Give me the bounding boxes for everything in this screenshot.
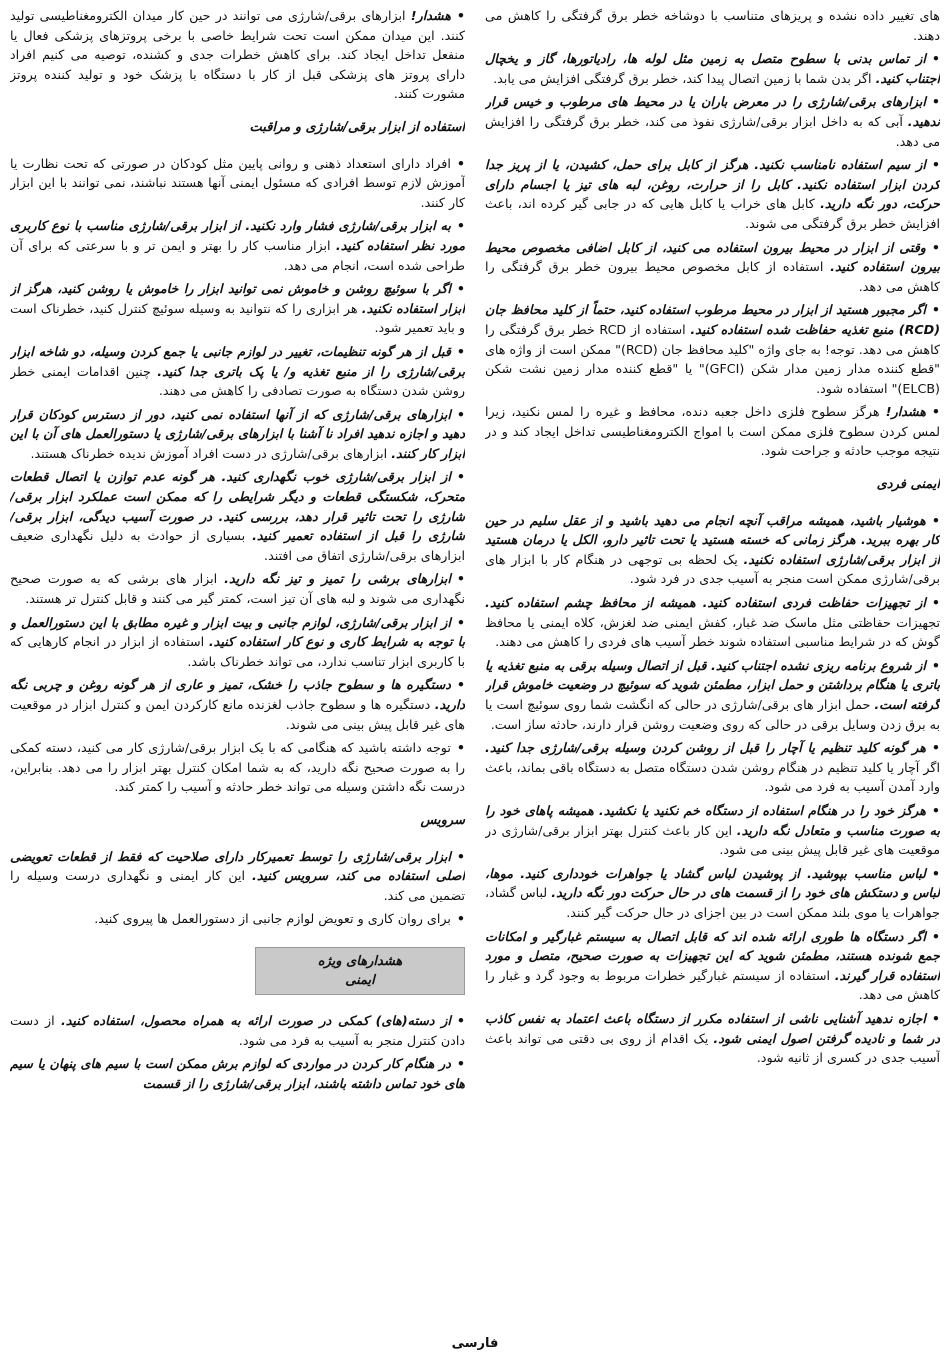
bullet-item: • افراد دارای استعداد ذهنی و روانی پایین مثل کودکان در صورتی که تحت نظارت یا آموزش لازم توسط افرادی که مسئول ایمنی آنها هستند نباشند، نمی توانند با این ابزار کار کنند. <box>10 154 465 213</box>
section-heading-tool-use: استفاده از ابزار برقی/شارژی و مراقبت <box>249 119 465 135</box>
bullet-item: • اگر با سوئیچ روشن و خاموش نمی توانید ابزار را خاموش یا روشن کنید، هرگز از ابزار استفاده نکنید. هر ابزاری را که نتوانید به وسیله سوئیچ کنترل کنید، خطرناک است و باید تعمیر شود. <box>10 279 465 338</box>
bullet-item: • دستگیره ها و سطوح جاذب را خشک، تمیز و عاری از هر گونه روغن و چربی نگه دارید. دستگیره ها و سطوح جاذب لغزنده مانع کارکردن ایمن و کنترل ابزار در موقعیت های غیر قابل پیش بینی می شوند. <box>10 675 465 734</box>
bullet-item: • ابزارهای برقی/شارژی را در معرض باران یا در محیط های مرطوب و خیس قرار ندهید. آبی که به داخل ابزار برقی/شارژی نفوذ می کند، خطر برق گرفتگی را افزایش می دهد. <box>485 92 940 151</box>
page-footer-language: فارسی <box>451 1336 499 1351</box>
special-safety-warnings-box <box>255 947 465 995</box>
box-title-line: ایمنی <box>345 972 375 988</box>
bullet-item: • قبل از هر گونه تنظیمات، تغییر در لوازم جانبی یا جمع کردن وسیله، دو شاخه ابزار برقی/شارژی را از منبع تغذیه و/ یا پک باتری جدا کنید. چنین اقدامات ایمنی خطر روشن شدن دستگاه به صورت تصادفی را کاهش می دهند. <box>10 342 465 401</box>
right-column <box>485 6 940 1326</box>
bullet-item: • ابزارهای برشی را تمیز و تیز نگه دارید. ابزار های برشی که به صورت صحیح نگهداری می شوند و لبه های آن تیز است، کمتر گیر می کنند و قابل کنترل تر هستند. <box>10 569 465 608</box>
bullet-item: • در هنگام کار کردن در مواردی که لوازم برش ممکن است با سیم های پنهان یا سیم های خود تماس داشته باشند، ابزار برقی/شارژی را از قسمت <box>10 1054 465 1093</box>
left-column <box>10 6 465 1326</box>
bullet-item: • اگر دستگاه ها طوری ارائه شده اند که قابل اتصال به سیستم غبارگیر و امکانات جمع شونده هستند، مطمئن شوید که این تجهیزات به صورت صحیح، متصل و مورد استفاده قرار گیرند. استفاده از سیستم غبارگیر خطرات مربوط به وجود گرد و غبار را کاهش می دهد. <box>485 927 940 1005</box>
bullet-item: • به ابزار برقی/شارژی فشار وارد نکنید. از ابزار برقی/شارژی مناسب با نوع کاربری مورد نظر استفاده کنید. ابزار مناسب کار را بهتر و ایمن تر و با سرعتی که برای آن طراحی شده است، انجام می دهد. <box>10 216 465 275</box>
bullet-item: • هرگز خود را در هنگام استفاده از دستگاه خم نکنید یا نکشید. همیشه پاهای خود را به صورت مناسب و متعادل نگه دارید. این کار باعث کنترل بهتر ابزار برقی/شارژی در موقعیت های غیر قابل پیش بینی می شود. <box>485 801 940 860</box>
bullet-item: • از ابزار برقی/شارژی خوب نگهداری کنید. هر گونه عدم توازن یا اتصال قطعات متحرک، شکستگی قطعات و دیگر شرایطی را که ممکن است عملکرد ابزار برقی/شارژی را تحت تاثیر قرار دهد، بررسی کنید. در صورت آسیب دیدگی، ابزار برقی/شارژی را قبل از استفاده تعمیر کنید. بسیاری از حوادث به دلیل نگهداری ضعیف ابزارهای برقی/شارژی اتفاق می افتند. <box>10 467 465 565</box>
bullet-item: • اگر مجبور هستید از ابزار در محیط مرطوب استفاده کنید، حتماً از کلید محافظ جان (RCD) منبع تغذیه حفاظت شده استفاده کنید. استفاده از RCD خطر برق گرفتگی را کاهش می دهد. توجه! به جای واژه "کلید محافظ جان (RCD)" ممکن است از واژه های "قطع کننده مدار زمین مدار شکن (GFCI)" یا "قطع کننده مدار زمین نشت شکن (ELCB)" استفاده شود. <box>485 300 940 398</box>
bullet-item: • اجازه ندهید آشنایی ناشی از استفاده مکرر از دستگاه باعث اعتماد به نفس کاذب در شما و نادیده گرفتن اصول ایمنی شود. یک اقدام از روی بی دقتی می تواند باعث آسیب جدی در کسری از ثانیه شود. <box>485 1009 940 1068</box>
bullet-item: • وقتی از ابزار در محیط بیرون استفاده می کنید، از کابل اضافی مخصوص محیط بیرون استفاده کنید. استفاده از کابل مخصوص محیط بیرون خطر برق گرفتگی را کاهش می دهد. <box>485 238 940 297</box>
bullet-item: • از شروع برنامه ریزی نشده اجتناب کنید. قبل از اتصال وسیله برقی به منبع تغذیه یا باتری یا هنگام برداشتن و حمل ابزار، مطمئن شوید که سوئیچ در وضعیت خاموش قرار گرفته است. حمل ابزار های برقی/شارژی در حالی که انگشت شما روی سوئیچ است یا به برق زدن وسایل برقی در حالی که روی وضعیت روشن قرار دارند، حادثه ساز است. <box>485 656 940 734</box>
bullet-item: • هوشیار باشید، همیشه مراقب آنچه انجام می دهید باشید و از عقل سلیم در حین کار بهره ببرید. هرگز زمانی که خسته هستید یا تحت تاثیر دارو، الکل یا درمان هستید از ابزار برقی/شارژی استفاده نکنید. یک لحظه بی توجهی در هنگام کار با ابزار های برقی/شارژی ممکن است منجر به آسیب جدی در فرد شود. <box>485 511 940 589</box>
bullet-item: • هشدار! هرگز سطوح فلزی داخل جعبه دنده، محافظ و غیره را لمس نکنید، زیرا لمس کردن سطوح فلزی ممکن است با امواج الکترومغناطیسی تداخل ایجاد کند و در نتیجه موجب حادثه و جراحت شود. <box>485 402 940 461</box>
paragraph: های تغییر داده نشده و پریزهای متناسب با دوشاخه خطر برق گرفتگی را کاهش می دهند. <box>485 8 940 43</box>
bullet-item: • از سیم استفاده نامناسب نکنید. هرگز از کابل برای حمل، کشیدن، یا از پریز جدا کردن ابزار استفاده نکنید. کابل را از حرارت، روغن، لبه های تیز یا اجسام دارای حرکت، دور نگه دارید. کابل های خراب یا کابل هایی که در جابی گیر کرده اند، باعث افزایش خطر برق گرفتگی می شوند. <box>485 155 940 233</box>
bullet-item: • لباس مناسب بپوشید. از پوشیدن لباس گشاد یا جواهرات خودداری کنید. موها، لباس و دستکش های خود را از قسمت های در حال حرکت دور نگه دارید. لباس گشاد، جواهرات یا موی بلند ممکن است در بین اجزای در حال حرکت گیر کنند. <box>485 864 940 923</box>
bullet-item: • هر گونه کلید تنظیم یا آچار را قبل از روشن کردن وسیله برقی/شارژی جدا کنید. اگر آچار یا کلید تنظیم در هنگام روشن شدن دستگاه متصل به دستگاه باقی بماند، باعث وارد آمدن آسیب به فرد می شود. <box>485 738 940 797</box>
bullet-item: • توجه داشته باشید که هنگامی که با یک ابزار برقی/شارژی کار می کنید، دسته کمکی را به صورت صحیح نگه دارید، که به شما امکان کنترل بهتر ابزار را می دهد. بنابراین، درست نگه داشتن وسیله می تواند خطر حادثه و آسیب را کمتر کند. <box>10 738 465 797</box>
bullet-item: • از دسته(های) کمکی در صورت ارائه به همراه محصول، استفاده کنید. از دست دادن کنترل منجر به آسیب به فرد می شود. <box>10 1011 465 1050</box>
bullet-item: • ابزار برقی/شارژی را توسط تعمیرکار دارای صلاحیت که فقط از قطعات تعویضی اصلی استفاده می کند، سرویس کنید. این کار ایمنی و نگهداری درست وسیله را تضمین می کند. <box>10 847 465 906</box>
box-title-line: هشدارهای ویژه <box>317 953 403 969</box>
bullet-item: • برای روان کاری و تعویض لوازم جانبی از دستورالعمل ها پیروی کنید. <box>10 909 465 929</box>
bullet-item: • هشدار! ابزارهای برقی/شارژی می توانند در حین کار میدان الکترومغناطیسی تولید کنند. این میدان ممکن است تحت شرایط خاصی با برخی پروتزهای پزشکی فعال یا منفعل تداخل ایجاد کند. برای کاهش خطرات جدی و کشنده، توصیه می کنیم افراد دارای پروتز های پزشکی قبل از کار با دستگاه با پزشک خود و تولید کننده پروتز مشورت کنند. <box>10 6 465 104</box>
section-heading-service: سرویس <box>420 812 465 828</box>
section-heading-personal-safety: ایمنی فردی <box>876 477 940 493</box>
bullet-item: • از ابزار برقی/شارژی، لوازم جانبی و بیت ابزار و غیره مطابق با این دستورالعمل و با توجه به شرایط کاری و نوع کار استفاده کنید. استفاده از ابزار در انجام کارهایی که با کاربری ابزار تناسب ندارد، می تواند خطرناک باشد. <box>10 613 465 672</box>
bullet-item: • از تجهیزات حفاظت فردی استفاده کنید. همیشه از محافظ چشم استفاده کنید. تجهیزات حفاظتی مثل ماسک ضد غبار، کفش ایمنی ضد لغزش، کلاه ایمنی یا محافظ گوش که در شرایط مناسبی استفاده شوند خطر آسیب های فردی را کاهش می دهند. <box>485 593 940 652</box>
bullet-item: • از تماس بدنی با سطوح متصل به زمین مثل لوله ها، رادیاتورها، گاز و یخچال اجتناب کنید. اگر بدن شما با زمین اتصال پیدا کند، خطر برق گرفتگی افزایش می یابد. <box>485 49 940 88</box>
manual-page <box>10 6 940 1326</box>
bullet-item: • ابزارهای برقی/شارژی که از آنها استفاده نمی کنید، دور از دسترس کودکان قرار دهید و اجازه ندهید افراد نا آشنا با ابزارهای برقی/شارژی یا دستورالعمل های آن با این ابزار کار کنند. ابزارهای برقی/شارژی در دست افراد آموزش ندیده خطرناک هستند. <box>10 405 465 464</box>
